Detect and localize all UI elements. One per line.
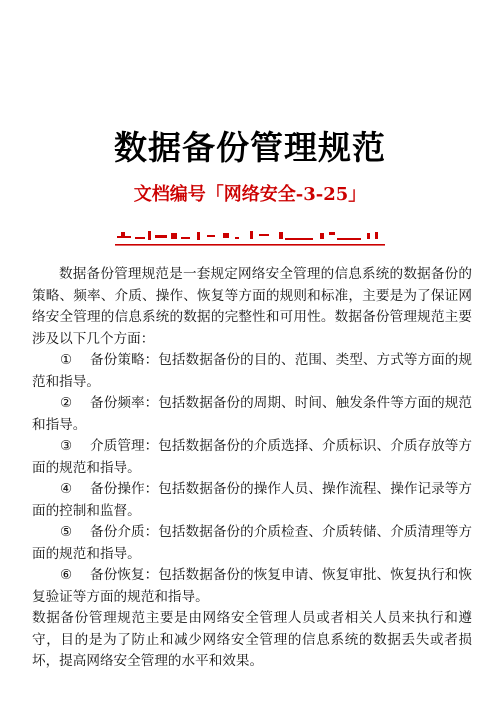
item-number: ① <box>60 352 73 368</box>
list-item <box>32 350 472 393</box>
document-title: 数据备份管理规范 <box>114 128 386 167</box>
list-item <box>32 565 472 608</box>
item-text: 备份介质：包括数据备份的介质检查、介质转储、介质清理等方面的规范和指导。 <box>32 524 472 562</box>
intro-paragraph: 数据备份管理规范是一套规定网络安全管理的信息系统的数据备份的策略、频率、介质、操作、恢复等方面的规则和标准，主要是为了保证网络安全管理的信息系统的数据的完整性和可用性。数据备份管理规范主要涉及以下几个方面： <box>32 266 472 347</box>
obscured-red-line <box>115 228 385 248</box>
item-number: ④ <box>60 481 73 497</box>
list-item <box>32 479 472 522</box>
item-text: 备份操作：包括数据备份的操作人员、操作流程、操作记录等方面的控制和监督。 <box>32 481 472 519</box>
list-item <box>32 436 472 479</box>
item-number: ⑥ <box>60 567 73 583</box>
document-number: 文档编号「网络安全-3-25」 <box>133 184 367 205</box>
item-number: ③ <box>60 438 73 454</box>
item-number: ② <box>60 395 73 411</box>
list-item <box>32 522 472 565</box>
item-text: 备份恢复：包括数据备份的恢复申请、恢复审批、恢复执行和恢复验证等方面的规范和指导。 <box>32 567 472 605</box>
item-number: ⑤ <box>60 524 73 540</box>
list-item <box>32 393 472 436</box>
document-body <box>32 264 472 673</box>
item-text: 介质管理：包括数据备份的介质选择、介质标识、介质存放等方面的规范和指导。 <box>32 438 472 476</box>
item-text: 备份策略：包括数据备份的目的、范围、类型、方式等方面的规范和指导。 <box>32 352 472 390</box>
conclusion-paragraph: 数据备份管理规范主要是由网络安全管理人员或者相关人员来执行和遵守，目的是为了防止和减少网络安全管理的信息系统的数据丢失或者损坏，提高网络安全管理的水平和效果。 <box>32 610 472 669</box>
item-text: 备份频率：包括数据备份的周期、时间、触发条件等方面的规范和指导。 <box>32 395 472 433</box>
